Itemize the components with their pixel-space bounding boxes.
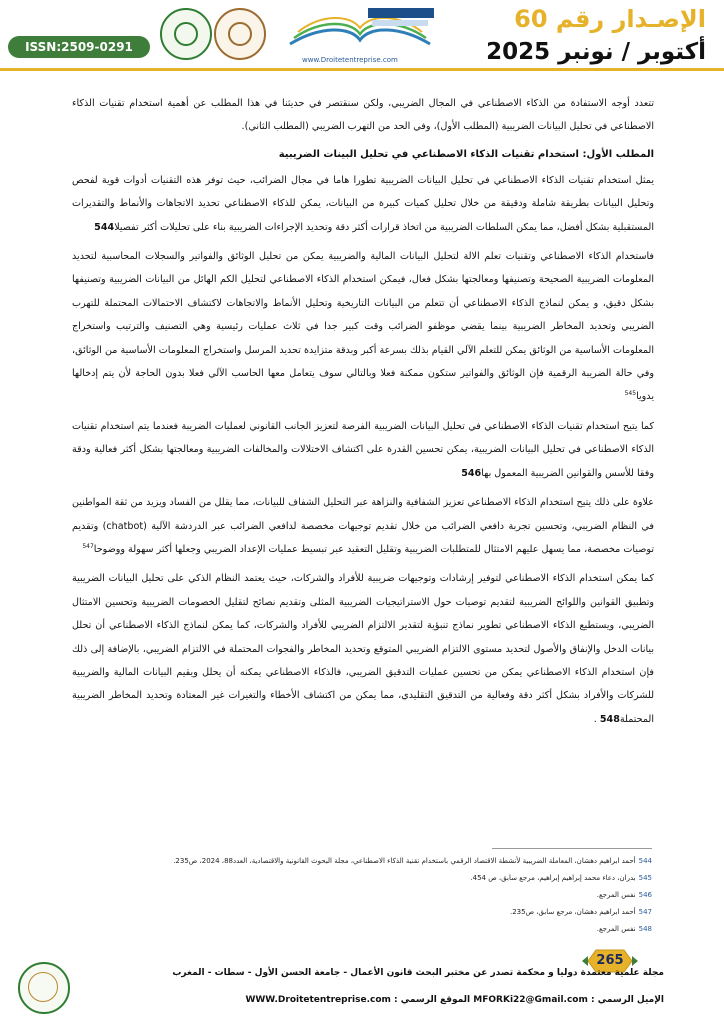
email-link[interactable]: MFORKi22@Gmail.com (473, 995, 588, 1005)
journal-logos (150, 4, 450, 64)
page-number: 265 (596, 953, 624, 968)
paragraph-3-text: كما يتيح استخدام تقنيات الذكاء الاصطناعي في تحليل البيانات الضريبية الفرصة لتعزيز الجانب القانوني لعمليات الضريبة فعندما يتم استخدام تقنيات الذكاء الاصطناعي في تحليل البيانات الضريبية، يمكن تحسين القدرة على اكتشاف الاختلالات والمخالفات الضريبية ومعالجتها بشكل أكثر فعالية ودقة وفقا للأسس والقوانين الضريبية المعمول بها (72, 420, 654, 479)
footnote-text: أحمد ابراهيم دهشان، مرجع سابق، ص235. (509, 908, 636, 916)
intro-paragraph: تتعدد أوجه الاستفادة من الذكاء الاصطناعي في المجال الضريبي، ولكن سنقتصر في حديثنا في هذا المطلب عن أهمية استخدام تقنيات الذكاء الاصطناعي في تحليل البيانات الضريبية (المطلب الأول)، وفي الحد من التهرب الضريبي (المطلب الثاني). (72, 98, 654, 133)
issue-title (486, 4, 706, 34)
website-link[interactable]: WWW.Droitetentreprise.com (245, 995, 391, 1005)
lab-seal-icon (160, 8, 212, 60)
footnote-number: 547 (638, 908, 652, 916)
paragraph-3 (72, 415, 654, 485)
issue-label: الإصـدار رقم (555, 5, 706, 33)
issue-number: 60 (514, 5, 548, 33)
footnote-ref-544[interactable]: 544 (94, 221, 115, 233)
footnote-number: 548 (638, 925, 652, 933)
section-title: المطلب الأول: استخدام تقنيات الذكاء الاصطناعي في تحليل البينات الضريبية (278, 148, 654, 160)
footnotes (70, 853, 652, 938)
header-divider (0, 68, 724, 71)
footnote-text: بدران، دعاء محمد إبراهيم إبراهيم، مرجع سابق، ص 454. (470, 874, 636, 882)
footnote-ref-546[interactable]: 546 (461, 467, 482, 479)
issn-badge: ISSN:2509-0291 (8, 36, 150, 58)
issue-date: أكتوبر / نونبر 2025 (486, 39, 706, 65)
footnote-item (70, 853, 652, 870)
paragraph-2-text: فاستخدام الذكاء الاصطناعي وتقنيات تعلم الالة لتحليل البيانات المالية والضريبية يمكن من تحليل الوثائق والفواتير والسجلات المحاسبية لتحديد المعلومات الضريبية الصحيحة وتصنيفها ومعالجتها بشكل فعال، فيمكن استخدام الذكاء الاصطناعي لتحليل الكم الهائل من البيانات الضريبية وتصنيفها بشكل دقيق، و يمكن لنماذج الذكاء الاصطناعي أن تتعلم من البيانات التاريخية وتحليل الأنماط والاتجاهات لاكتشاف الاحتمالات المحتملة للتهرب الضريبي وتحديد المخاطر الضريبية بينما يقضي موظفو الضرائب وقت كبير جدا في ثلاث عمليات رئيسية وهي التصنيف والترتيب واستخراج المعلومات الأساسية من الوثائق يمكن للتعلم الآلي القيام بذلك بسرعة أكبر وبدقة متزايدة تحديد المرسل واستخراج المعلومات الأساسية من الوثائق، وفي حالة الضريبة الرقمية فإن الوثائق والفواتير ستكون ممكنة فعلا وبالتالي سوف يتعامل معها الحاسب الآلي فعلا بدون الحاجة لأن يتم إدخالها يدويا (72, 251, 654, 403)
footnote-ref-545[interactable]: 545 (624, 390, 637, 398)
footer-seal-icon (18, 962, 70, 1014)
university-seal-icon (214, 8, 266, 60)
footnote-item (70, 904, 652, 921)
paragraph-4 (72, 491, 654, 561)
footnote-text: نفس المرجع. (596, 925, 636, 933)
paragraph-5: كما يمكن استخدام الذكاء الاصطناعي لتوفير إرشادات وتوجيهات ضريبية للأفراد والشركات، حيث يعتمد النظام الذكي على تحليل البيانات الضريبية وتطبيق القوانين واللوائح الضريبية لتقديم توصيات حول الاستراتيجيات الضريبية المثلى وتقديم نصائح لتقليل الخصومات الضريبية وتحسين الامتثال الضريبي، ويستطيع الذكاء الاصطناعي تطوير نماذج تنبؤية لتقدير الالتزام الضريبي للأفراد والشركات، كما يمكن لنماذج الذكاء الاصطناعي أن تحلل بيانات الدخل والإنفاق والأصول لتحديد مستوى الالتزام الضريبي المتوقع وتحديد المخاطر والفجوات المحتملة في الالتزام الضريبي، بالإضافة إلى ذلك فإن استخدام الذكاء الاصطناعي يمكن من تحسين عمليات التدقيق الضريبي، فالذكاء الاصطناعي يمكنه أن يحلل ويقيم البيانات المالية والضريبية للشركات والأفراد بشكل أكثر دقة وفعالية من التدقيق التقليدي، مما يمكن من اكتشاف الأخطاء والتغيرات غير المعتادة وتحديد المخاطر الضريبية المحتملة548 . (72, 573, 654, 725)
paragraph-1 (72, 169, 654, 239)
email-label: الإميل الرسمي : (591, 995, 664, 1005)
footnote-item (70, 870, 652, 887)
article-body (72, 92, 654, 737)
paragraph-1-text: يمثل استخدام تقنيات الذكاء الاصطناعي في تحليل البيانات الضريبية تطورا هاما في مجال الضرائب، حيث توفر هذه التقنيات أدوات قوية لفحص وتحليل البيانات بطريقة شاملة ودقيقة من خلال تحليل كميات كبيرة من البيانات، يمكن للذكاء الاصطناعي تحديد الاتجاهات والأنماط والتقديرات المستقبلية بشكل أفضل، مما يمكن السلطات الضريبية من اتخاذ قرارات أكثر دقة وتحديد الإجراءات الضريبية بناء على تحليلات أكثر تفصيلا (72, 174, 654, 233)
paragraph-4-text: علاوة على ذلك يتيح استخدام الذكاء الاصطناعي تعزيز الشفافية والنزاهة عبر التحليل الشفاف للبيانات، مما يقلل من الفساد ويزيد من ثقة المواطنين في النظام الضريبي، وتحسين تجربة دافعي الضرائب من خلال تقديم توجيهات مخصصة لدافعي الضرائب عبر الدردشة الآلية (chatbot) وتقديم توصيات مخصصة، مما يسهل عليهم الامتثال للمتطلبات الضريبية وتقليل التعقيد عبر تبسيط عمليات الإعداد الضريبي وجعلها أكثر سهولة ووضوحا (72, 497, 654, 555)
footnote-text: أحمد ابراهيم دهشان، المعاملة الضريبية لأنشطة الاقتصاد الرقمي باستخدام تقنية الذكاء الاصطناعي، مجلة البحوث القانونية والاقتصادية، العدد88، 2024، ص235. (173, 857, 636, 865)
issue-block (486, 4, 706, 68)
footnote-ref-547[interactable]: 547 (82, 542, 94, 550)
site-label: الموقع الرسمي : (394, 995, 471, 1005)
logo-url: www.Droitetentreprise.com (302, 56, 398, 64)
footnote-number: 544 (638, 857, 652, 865)
footnote-number: 546 (638, 891, 652, 899)
open-book-logo-icon (280, 6, 440, 50)
page-header (0, 0, 724, 88)
footnote-divider (492, 848, 652, 849)
footnote-item (70, 887, 652, 904)
footer-contacts (104, 995, 664, 1005)
footnote-number: 545 (638, 874, 652, 882)
footnote-ref-548[interactable]: 548 (599, 713, 620, 725)
journal-description: مجلة علمية معتمدة دوليا و محكمة تصدر عن مختبر البحث قانون الأعمال - جامعة الحسن الأول - سطات - المغرب (172, 968, 664, 978)
paragraph-5-text: كما يمكن استخدام الذكاء الاصطناعي لتوفير إرشادات وتوجيهات ضريبية للأفراد والشركات، حيث يعتمد النظام الذكي على تحليل البيانات الضريبية وتطبيق القوانين واللوائح الضريبية لتقديم توصيات حول الاستراتيجيات الضريبية المثلى وتقديم نصائح لتقليل الخصومات الضريبية وتحسين الامتثال الضريبي، ويستطيع الذكاء الاصطناعي تطوير نماذج تنبؤية لتقدير الالتزام الضريبي للأفراد والشركات، كما يمكن لنماذج الذكاء الاصطناعي أن تحلل بيانات الدخل والإنفاق والأصول لتحديد مستوى الالتزام الضريبي المتوقع وتحديد المخاطر والفجوات المحتملة في الالتزام الضريبي، بالإضافة إلى ذلك فإن استخدام الذكاء الاصطناعي يمكن من تحسين عمليات التدقيق الضريبي، فالذكاء الاصطناعي يمكنه أن يحلل ويقيم البيانات المالية والضريبية للشركات والأفراد بشكل أكثر دقة وفعالية من التدقيق التقليدي، مما يمكن من اكتشاف الأخطاء والتغيرات غير المعتادة وتحديد المخاطر الضريبية المحتملة (72, 573, 654, 725)
paragraph-2 (72, 245, 654, 409)
footnote-text: نفس المرجع. (596, 891, 636, 899)
footnote-item (70, 921, 652, 938)
